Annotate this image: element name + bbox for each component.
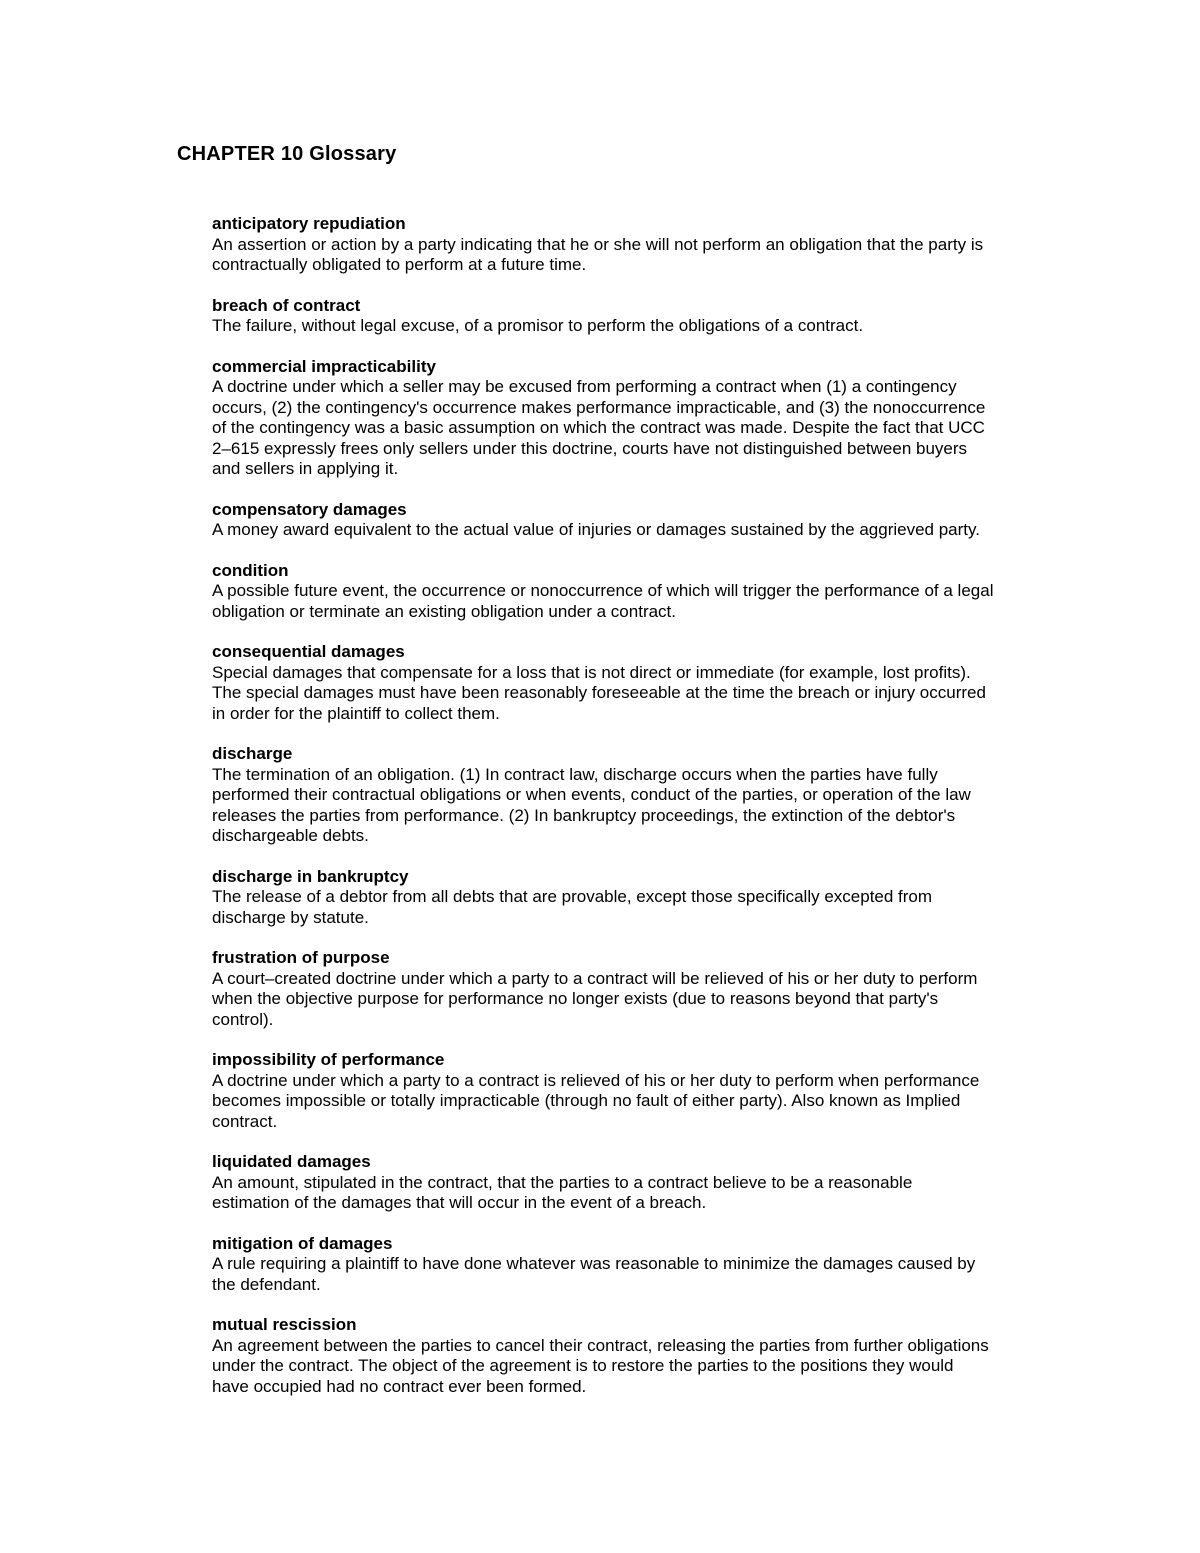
glossary-entry bbox=[212, 744, 1032, 847]
page-title: CHAPTER 10 Glossary bbox=[177, 143, 397, 165]
glossary-definition: The failure, without legal excuse, of a promisor to perform the obligations of a contract. bbox=[212, 316, 864, 335]
glossary-term: liquidated damages bbox=[212, 1152, 371, 1171]
glossary-entry bbox=[212, 1234, 1032, 1296]
glossary-entry bbox=[212, 500, 1032, 541]
glossary-definition: A doctrine under which a party to a contract is relieved of his or her duty to perform when performance becomes impossible or totally impracticable (through no fault of either party). Also known as Implied contract. bbox=[212, 1070, 980, 1131]
glossary-term: mitigation of damages bbox=[212, 1233, 393, 1253]
glossary-entry bbox=[212, 948, 1032, 1030]
glossary-term: anticipatory repudiation bbox=[212, 214, 406, 233]
glossary-entry bbox=[212, 214, 1032, 276]
glossary-entry bbox=[212, 1050, 1032, 1132]
glossary-entry bbox=[212, 867, 1032, 929]
glossary-term: mutual rescission bbox=[212, 1315, 357, 1334]
glossary-definition: An assertion or action by a party indicating that he or she will not perform an obligation that the party is contractually obligated to perform at a future time. bbox=[212, 234, 984, 274]
glossary-definition: A rule requiring a plaintiff to have done whatever was reasonable to minimize the damages caused by the defendant. bbox=[212, 1254, 976, 1294]
glossary-definition: An amount, stipulated in the contract, that the parties to a contract believe to be a reasonable estimation of the damages that will occur in the event of a breach. bbox=[212, 1172, 913, 1212]
glossary-entry bbox=[212, 642, 1032, 724]
glossary-definition: The release of a debtor from all debts that are provable, except those specifically excepted from discharge by statute. bbox=[212, 887, 933, 927]
glossary-definition: An agreement between the parties to cancel their contract, releasing the parties from further obligations under the contract. The object of the agreement is to restore the parties to the positions they would have occupied had no contract ever been formed. bbox=[212, 1335, 989, 1396]
glossary-entry bbox=[212, 357, 1032, 480]
glossary-term: frustration of purpose bbox=[212, 948, 390, 967]
glossary-term: impossibility of performance bbox=[212, 1050, 445, 1069]
glossary-definition: A money award equivalent to the actual value of injuries or damages sustained by the aggrieved party. bbox=[212, 520, 980, 539]
glossary-entry bbox=[212, 296, 1032, 337]
glossary-entry bbox=[212, 1152, 1032, 1214]
glossary-definition: A doctrine under which a seller may be excused from performing a contract when (1) a contingency occurs, (2) the contingency's occurrence makes performance impracticable, and (3) the nonoccurrence of the contingency was a basic assumption on which the contract was made. Despite the fact that UCC 2–615 expressly frees only sellers under this doctrine, courts have not distinguished between buyers and sellers in applying it. bbox=[212, 377, 986, 478]
glossary-definition: Special damages that compensate for a loss that is not direct or immediate (for example, lost profits). The special damages must have been reasonably foreseeable at the time the breach or injury occurred in order for the plaintiff to collect them. bbox=[212, 662, 986, 723]
glossary-term: condition bbox=[212, 560, 289, 580]
glossary-term: consequential damages bbox=[212, 642, 405, 661]
glossary-definition: The termination of an obligation. (1) In contract law, discharge occurs when the parties have fully performed their contractual obligations or when events, conduct of the parties, or operation of the law releases the parties from performance. (2) In bankruptcy proceedings, the extinction of the debtor's dischargeable debts. bbox=[212, 764, 971, 845]
glossary-term: compensatory damages bbox=[212, 499, 407, 519]
glossary-definition: A possible future event, the occurrence or nonoccurrence of which will trigger the performance of a legal obligation or terminate an existing obligation under a contract. bbox=[212, 581, 994, 621]
glossary-entry bbox=[212, 1315, 1032, 1397]
glossary-entry bbox=[212, 561, 1032, 623]
glossary-term: discharge in bankruptcy bbox=[212, 866, 409, 886]
glossary-list bbox=[212, 214, 1032, 1417]
glossary-term: breach of contract bbox=[212, 295, 361, 315]
glossary-definition: A court–created doctrine under which a party to a contract will be relieved of his or her duty to perform when the objective purpose for performance no longer exists (due to reasons beyond that party's control). bbox=[212, 968, 978, 1029]
glossary-term: commercial impracticability bbox=[212, 356, 436, 376]
glossary-term: discharge bbox=[212, 744, 293, 763]
